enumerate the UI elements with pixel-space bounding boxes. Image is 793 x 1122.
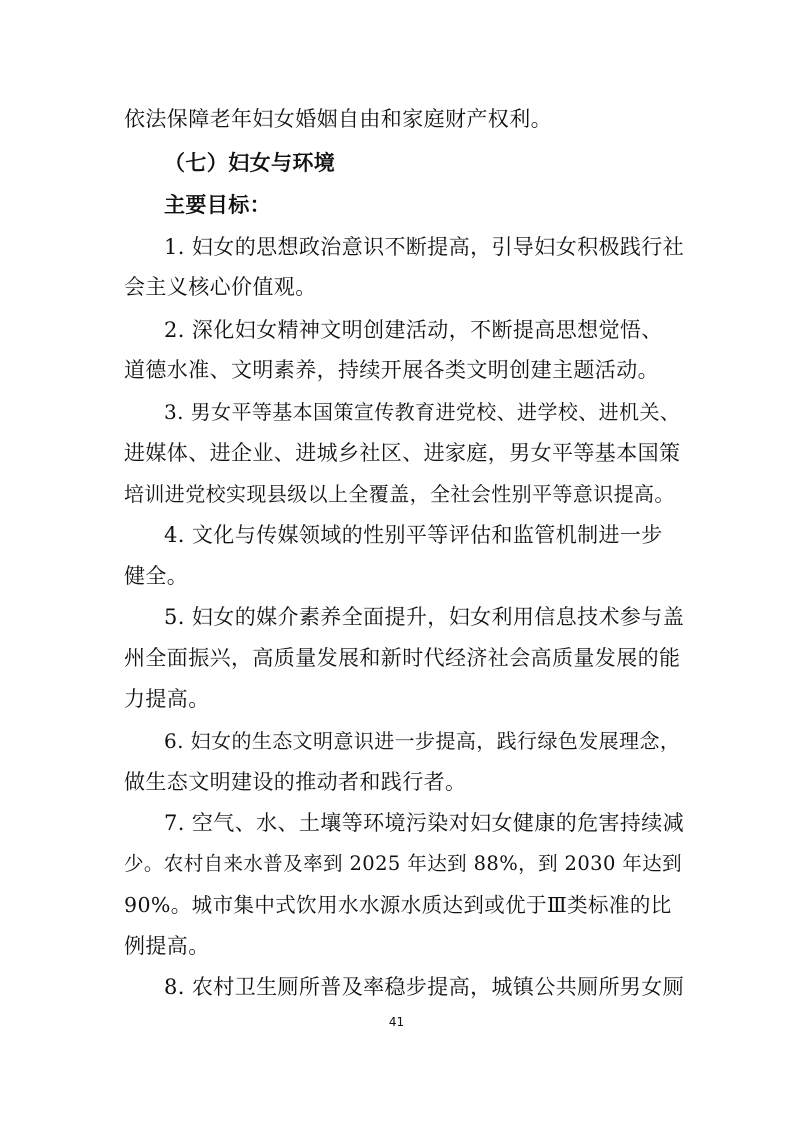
paragraph-line: 培训进党校实现县级以上全覆盖，全社会性别平等意识提高。 [124, 482, 675, 506]
paragraph-line: 健全。 [124, 564, 189, 588]
section-heading: （七）妇女与环境 [164, 150, 336, 175]
paragraph-line: 3. 男女平等基本国策宣传教育进党校、进学校、进机关、 [164, 400, 681, 424]
paragraph-line: 4. 文化与传媒领域的性别平等评估和监管机制进一步 [164, 523, 663, 547]
paragraph-line: 例提高。 [124, 934, 210, 958]
paragraph-line: 5. 妇女的媒介素养全面提升，妇女利用信息技术参与盖 [164, 605, 685, 629]
paragraph-line: 7. 空气、水、土壤等环境污染对妇女健康的危害持续减 [164, 811, 685, 835]
paragraph-line: 依法保障老年妇女婚姻自由和家庭财产权利。 [124, 107, 552, 131]
paragraph-line: 力提高。 [124, 687, 210, 711]
paragraph-line: 8. 农村卫生厕所普及率稳步提高，城镇公共厕所男女厕 [164, 975, 685, 999]
paragraph-line: 2. 深化妇女精神文明创建活动，不断提高思想觉悟、 [164, 318, 663, 342]
paragraph-line: 6. 妇女的生态文明意识进一步提高，践行绿色发展理念， [164, 729, 681, 753]
paragraph-line: 少。农村自来水普及率到 2025 年达到 88%，到 2030 年达到 [124, 852, 683, 875]
paragraph-line: 进媒体、进企业、进城乡社区、进家庭，男女平等基本国策 [124, 441, 681, 465]
page-number: 41 [388, 1015, 405, 1029]
subheading-main-goals: 主要目标： [164, 192, 271, 217]
paragraph-line: 做生态文明建设的推动者和践行者。 [124, 770, 467, 794]
paragraph-line: 州全面振兴，高质量发展和新时代经济社会高质量发展的能 [124, 646, 681, 670]
paragraph-line: 90%。城市集中式饮用水水源水质达到或优于Ⅲ类标准的比 [124, 893, 672, 917]
paragraph-line: 会主义核心价值观。 [124, 275, 317, 299]
paragraph-line: 1. 妇女的思想政治意识不断提高，引导妇女积极践行社 [164, 235, 685, 259]
paragraph-line: 道德水准、文明素养，持续开展各类文明创建主题活动。 [124, 358, 659, 382]
